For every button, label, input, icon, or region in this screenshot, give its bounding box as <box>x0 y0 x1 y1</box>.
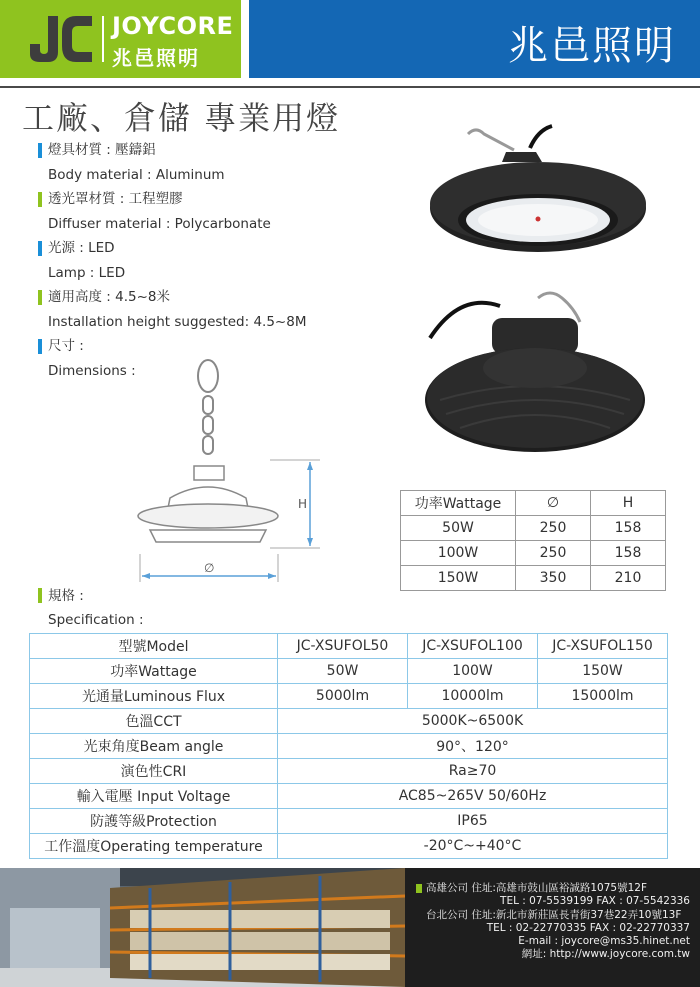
green-marker-icon <box>416 884 422 893</box>
footer <box>0 868 700 987</box>
contact-line: 高雄公司 住址:高雄市鼓山區裕誠路1075號12F <box>416 882 696 895</box>
table-cell: 158 <box>591 541 666 566</box>
row-label: 工作溫度Operating temperature <box>30 834 278 859</box>
table-row <box>401 516 666 541</box>
table-cell: 250 <box>516 541 591 566</box>
row-label: 光束角度Beam angle <box>30 734 278 759</box>
green-marker-icon <box>38 290 42 305</box>
page-title: 工廠、倉儲 專業用燈 <box>22 99 341 137</box>
diameter-label: ∅ <box>204 561 215 575</box>
table-cell: -20°C~+40°C <box>278 834 668 859</box>
table-row <box>30 759 668 784</box>
spec-item-zh: 尺寸 : <box>38 334 398 359</box>
table-cell: 210 <box>591 566 666 591</box>
spec-heading-zh: 規格 : <box>38 583 144 608</box>
table-cell: 5000K~6500K <box>278 709 668 734</box>
table-cell: 150W <box>401 566 516 591</box>
table-cell: 250 <box>516 516 591 541</box>
height-label: H <box>298 497 308 511</box>
spec-item-zh: 光源 : LED <box>38 236 398 261</box>
table-cell: 90°、120° <box>278 734 668 759</box>
table-row <box>30 659 668 684</box>
table-row <box>30 809 668 834</box>
table-row <box>30 784 668 809</box>
ufo-lamp-back-image <box>420 288 650 460</box>
logo-text-zh: 兆邑照明 <box>112 46 200 70</box>
table-row <box>30 634 668 659</box>
size-table <box>400 490 666 591</box>
row-label: 色溫CCT <box>30 709 278 734</box>
joycore-logo-icon <box>26 14 94 64</box>
table-row <box>30 709 668 734</box>
table-cell: 50W <box>401 516 516 541</box>
table-cell: JC-XSUFOL50 <box>278 634 408 659</box>
row-label: 功率Wattage <box>30 659 278 684</box>
spec-item-zh: 適用高度 : 4.5~8米 <box>38 285 398 310</box>
contact-line: TEL : 02-22770335 FAX : 02-22770337 <box>486 921 690 934</box>
green-marker-icon <box>38 588 42 603</box>
table-cell: 158 <box>591 516 666 541</box>
website-line: 網址: http://www.joycore.com.tw <box>521 948 690 961</box>
logo-block <box>0 0 241 78</box>
table-row <box>30 684 668 709</box>
spec-item-en: Diffuser material : Polycarbonate <box>48 215 271 232</box>
spec-heading <box>38 583 144 633</box>
table-header: H <box>591 491 666 516</box>
table-header: ∅ <box>516 491 591 516</box>
table-cell: 5000lm <box>278 684 408 709</box>
table-header: 功率Wattage <box>401 491 516 516</box>
spec-item-zh: 燈具材質 : 壓鑄鋁 <box>38 138 398 163</box>
contact-info <box>416 882 696 962</box>
blue-marker-icon <box>38 143 42 158</box>
banner-title: 兆邑照明 <box>508 23 676 69</box>
table-cell: 350 <box>516 566 591 591</box>
row-label: 型號Model <box>30 634 278 659</box>
table-cell: JC-XSUFOL100 <box>408 634 538 659</box>
spec-table <box>29 633 668 859</box>
contact-line: 台北公司 住址:新北市新莊區長青街37巷22弄10號13F <box>426 908 682 921</box>
table-cell: 150W <box>538 659 668 684</box>
email-line: E-mail : joycore@ms35.hinet.net <box>518 935 690 948</box>
row-label: 輸入電壓 Input Voltage <box>30 784 278 809</box>
contact-line: TEL : 07-5539199 FAX : 07-5542336 <box>500 895 690 908</box>
table-cell: 100W <box>401 541 516 566</box>
table-row <box>401 541 666 566</box>
table-cell: 50W <box>278 659 408 684</box>
spec-item-zh: 透光罩材質 : 工程塑膠 <box>38 187 398 212</box>
blue-marker-icon <box>38 339 42 354</box>
header-rule <box>0 86 700 88</box>
green-marker-icon <box>38 192 42 207</box>
table-row <box>30 734 668 759</box>
table-cell: 10000lm <box>408 684 538 709</box>
header-banner <box>249 0 700 78</box>
table-row <box>401 491 666 516</box>
spec-item-en: Installation height suggested: 4.5~8M <box>48 313 307 330</box>
table-row <box>30 834 668 859</box>
spec-item-en: Dimensions : <box>48 362 136 379</box>
table-cell: 15000lm <box>538 684 668 709</box>
logo-divider <box>102 16 104 62</box>
ufo-lamp-front-image <box>430 120 660 270</box>
dimension-drawing <box>130 358 330 588</box>
warehouse-photo <box>0 868 405 987</box>
logo-text-en: JOYCORE <box>112 12 234 40</box>
table-cell: Ra≥70 <box>278 759 668 784</box>
spec-list <box>38 138 398 383</box>
table-cell: IP65 <box>278 809 668 834</box>
blue-marker-icon <box>38 241 42 256</box>
row-label: 光通量Luminous Flux <box>30 684 278 709</box>
spec-item-en: Lamp : LED <box>48 264 126 281</box>
spec-heading-en: Specification : <box>48 612 144 628</box>
row-label: 演色性CRI <box>30 759 278 784</box>
table-cell: 100W <box>408 659 538 684</box>
table-row <box>401 566 666 591</box>
table-cell: AC85~265V 50/60Hz <box>278 784 668 809</box>
table-cell: JC-XSUFOL150 <box>538 634 668 659</box>
spec-item-en: Body material : Aluminum <box>48 166 225 183</box>
row-label: 防護等級Protection <box>30 809 278 834</box>
